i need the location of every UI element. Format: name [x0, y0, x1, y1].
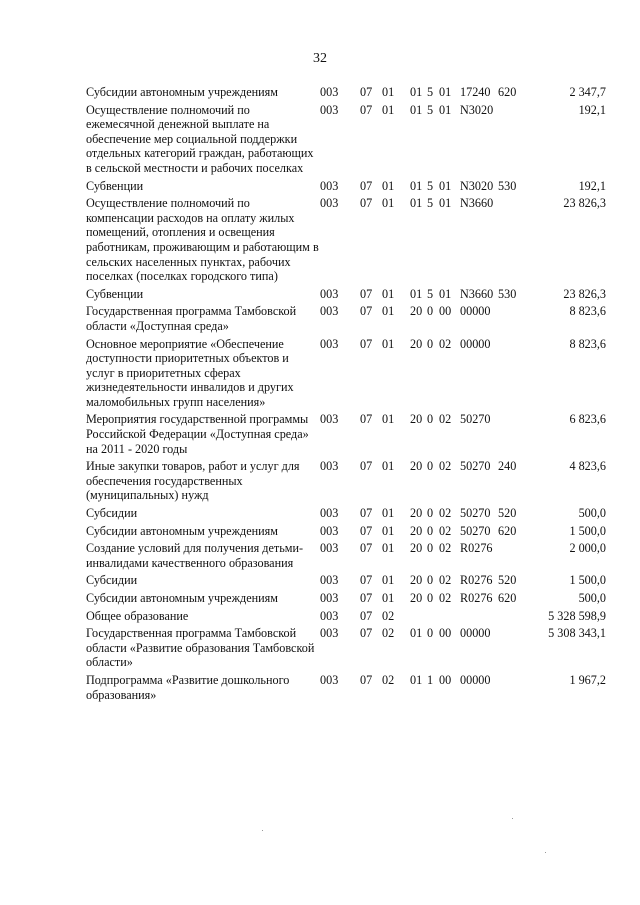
section-code: 07: [360, 178, 373, 193]
amount: 1 967,2: [569, 672, 606, 687]
target-program-code: 01: [410, 85, 423, 99]
section-code: 07: [360, 459, 373, 474]
target-direction-code: 00000: [460, 336, 491, 351]
table-row: [86, 103, 606, 176]
expense-name: Субсидии автономным учреждениям: [86, 85, 278, 99]
subsection-code: 01: [382, 573, 395, 588]
ministry-code: 003: [320, 196, 339, 211]
target-program-code: 01: [410, 102, 423, 117]
target-direction-code: N3020: [460, 178, 494, 193]
table-row: [86, 304, 606, 333]
subsection-code: 01: [382, 178, 395, 193]
ministry-code: 003: [320, 591, 339, 605]
amount: 8 823,6: [569, 304, 606, 319]
ministry-code: 003: [320, 178, 339, 193]
table-row: [86, 179, 606, 194]
expense-type-code: 530: [498, 286, 517, 301]
target-event-code: 01: [439, 286, 452, 301]
subsection-code: 01: [382, 336, 395, 351]
target-event-code: 01: [439, 102, 452, 117]
subsection-code: 01: [382, 591, 395, 605]
amount: 23 826,3: [563, 286, 606, 301]
subsection-code: 02: [382, 672, 395, 687]
amount: 8 823,6: [569, 336, 606, 351]
target-program-code: 01: [410, 672, 423, 687]
expense-type-code: 620: [498, 591, 517, 605]
target-program-code: 20: [410, 541, 423, 556]
scan-speck: [512, 818, 513, 819]
ministry-code: 003: [320, 304, 339, 319]
amount: 1 500,0: [569, 523, 606, 538]
amount: 5 328 598,9: [548, 608, 606, 623]
expense-name: Основное мероприятие «Обеспечение доступности приоритетных объектов и услуг в приоритетных сферах жизнедеятельности инвалидов и других маломобильных групп населения»: [86, 336, 294, 409]
amount: 6 823,6: [569, 412, 606, 427]
target-direction-code: N3660: [460, 286, 494, 301]
section-code: 07: [360, 286, 373, 301]
expense-type-code: 530: [498, 178, 517, 193]
target-direction-code: 00000: [460, 672, 491, 687]
amount: 500,0: [578, 591, 606, 605]
target-event-code: 02: [439, 412, 452, 427]
target-program-code: 01: [410, 196, 423, 211]
target-direction-code: R0276: [460, 591, 493, 605]
target-direction-code: 50270: [460, 506, 491, 521]
target-subprogram-code: 0: [427, 304, 434, 319]
target-subprogram-code: 1: [427, 672, 434, 687]
section-code: 07: [360, 85, 373, 99]
table-row: [86, 573, 606, 588]
budget-table: [86, 85, 606, 705]
target-program-code: 20: [410, 506, 423, 521]
section-code: 07: [360, 506, 373, 521]
target-event-code: 00: [439, 626, 452, 641]
target-subprogram-code: 0: [427, 541, 434, 556]
target-program-code: 20: [410, 573, 423, 588]
subsection-code: 02: [382, 608, 395, 623]
target-subprogram-code: 0: [427, 459, 434, 474]
target-subprogram-code: 0: [427, 336, 434, 351]
ministry-code: 003: [320, 459, 339, 474]
subsection-code: 01: [382, 412, 395, 427]
expense-type-code: 620: [498, 523, 517, 538]
table-row: [86, 609, 606, 624]
section-code: 07: [360, 626, 373, 641]
target-direction-code: 50270: [460, 523, 491, 538]
target-direction-code: 00000: [460, 304, 491, 319]
amount: 5 308 343,1: [548, 626, 606, 641]
target-subprogram-code: 0: [427, 412, 434, 427]
target-subprogram-code: 0: [427, 506, 434, 521]
target-subprogram-code: 5: [427, 85, 434, 99]
table-row: [86, 541, 606, 570]
amount: 4 823,6: [569, 459, 606, 474]
subsection-code: 01: [382, 459, 395, 474]
target-event-code: 02: [439, 523, 452, 538]
section-code: 07: [360, 591, 373, 605]
target-subprogram-code: 5: [427, 102, 434, 117]
section-code: 07: [360, 412, 373, 427]
table-row: [86, 412, 606, 456]
subsection-code: 01: [382, 196, 395, 211]
expense-name: Субвенции: [86, 178, 144, 193]
expense-type-code: 520: [498, 506, 517, 521]
subsection-code: 01: [382, 506, 395, 521]
amount: 23 826,3: [563, 196, 606, 211]
target-program-code: 20: [410, 304, 423, 319]
expense-type-code: 620: [498, 85, 517, 99]
expense-name: Субсидии: [86, 573, 138, 588]
subsection-code: 01: [382, 304, 395, 319]
target-direction-code: R0276: [460, 541, 493, 556]
target-direction-code: 50270: [460, 412, 491, 427]
expense-type-code: 240: [498, 459, 517, 474]
subsection-code: 01: [382, 523, 395, 538]
ministry-code: 003: [320, 412, 339, 427]
expense-name: Субвенции: [86, 286, 144, 301]
table-row: [86, 337, 606, 410]
page-number: 32: [313, 51, 327, 66]
expense-name: Общее образование: [86, 608, 189, 623]
subsection-code: 01: [382, 541, 395, 556]
scan-speck: [262, 830, 263, 831]
ministry-code: 003: [320, 573, 339, 588]
target-subprogram-code: 0: [427, 626, 434, 641]
expense-name: Осуществление полномочий по ежемесячной денежной выплате на обеспечение мер социальной поддержки отдельных категорий граждан, работающих в сельской местности и рабочих поселках: [86, 102, 314, 175]
table-row: [86, 524, 606, 539]
target-program-code: 01: [410, 178, 423, 193]
table-row: [86, 673, 606, 702]
table-row: [86, 626, 606, 670]
target-subprogram-code: 5: [427, 286, 434, 301]
target-program-code: 20: [410, 336, 423, 351]
expense-name: Государственная программа Тамбовской области «Доступная среда»: [86, 304, 297, 333]
target-subprogram-code: 5: [427, 196, 434, 211]
target-event-code: 02: [439, 573, 452, 588]
section-code: 07: [360, 304, 373, 319]
table-row: [86, 591, 606, 606]
target-program-code: 01: [410, 626, 423, 641]
amount: 500,0: [578, 506, 606, 521]
amount: 1 500,0: [569, 573, 606, 588]
section-code: 07: [360, 541, 373, 556]
subsection-code: 02: [382, 626, 395, 641]
table-row: [86, 196, 606, 284]
target-subprogram-code: 0: [427, 573, 434, 588]
expense-name: Осуществление полномочий по компенсации расходов на оплату жилых помещений, отопления и освещения работникам, проживающим и работающим в сельских населенных пунктах, рабочих поселках (поселках городского типа): [86, 196, 319, 284]
target-subprogram-code: 5: [427, 178, 434, 193]
expense-name: Государственная программа Тамбовской области «Развитие образования Тамбовской области»: [86, 626, 315, 670]
table-row: [86, 506, 606, 521]
target-event-code: 01: [439, 178, 452, 193]
ministry-code: 003: [320, 541, 339, 556]
table-row: [86, 85, 606, 100]
amount: 2 347,7: [569, 85, 606, 99]
ministry-code: 003: [320, 672, 339, 687]
amount: 2 000,0: [569, 541, 606, 556]
section-code: 07: [360, 523, 373, 538]
target-event-code: 02: [439, 506, 452, 521]
target-direction-code: 17240: [460, 85, 491, 99]
ministry-code: 003: [320, 336, 339, 351]
target-event-code: 02: [439, 541, 452, 556]
ministry-code: 003: [320, 626, 339, 641]
ministry-code: 003: [320, 102, 339, 117]
ministry-code: 003: [320, 85, 339, 99]
amount: 192,1: [578, 102, 606, 117]
target-subprogram-code: 0: [427, 591, 434, 605]
subsection-code: 01: [382, 102, 395, 117]
expense-name: Субсидии автономным учреждениям: [86, 523, 278, 538]
expense-name: Создание условий для получения детьми-инвалидами качественного образования: [86, 541, 304, 570]
target-event-code: 01: [439, 196, 452, 211]
section-code: 07: [360, 336, 373, 351]
expense-name: Подпрограмма «Развитие дошкольного образования»: [86, 672, 290, 702]
expense-name: Мероприятия государственной программы Российской Федерации «Доступная среда» на 2011 - 2020 годы: [86, 412, 309, 456]
amount: 192,1: [578, 178, 606, 193]
target-subprogram-code: 0: [427, 523, 434, 538]
expense-name: Субсидии автономным учреждениям: [86, 591, 278, 605]
target-direction-code: N3660: [460, 196, 494, 211]
target-program-code: 01: [410, 286, 423, 301]
target-direction-code: 00000: [460, 626, 491, 641]
expense-name: Субсидии: [86, 506, 138, 521]
target-event-code: 02: [439, 336, 452, 351]
section-code: 07: [360, 102, 373, 117]
target-event-code: 00: [439, 304, 452, 319]
subsection-code: 01: [382, 85, 395, 99]
target-program-code: 20: [410, 412, 423, 427]
section-code: 07: [360, 608, 373, 623]
ministry-code: 003: [320, 523, 339, 538]
section-code: 07: [360, 573, 373, 588]
target-program-code: 20: [410, 523, 423, 538]
expense-type-code: 520: [498, 573, 517, 588]
target-direction-code: N3020: [460, 102, 494, 117]
section-code: 07: [360, 672, 373, 687]
section-code: 07: [360, 196, 373, 211]
subsection-code: 01: [382, 286, 395, 301]
ministry-code: 003: [320, 608, 339, 623]
target-event-code: 00: [439, 672, 452, 687]
table-row: [86, 459, 606, 503]
target-direction-code: R0276: [460, 573, 493, 588]
target-event-code: 01: [439, 85, 452, 99]
scan-speck: [545, 852, 546, 853]
target-program-code: 20: [410, 459, 423, 474]
ministry-code: 003: [320, 286, 339, 301]
target-direction-code: 50270: [460, 459, 491, 474]
ministry-code: 003: [320, 506, 339, 521]
target-program-code: 20: [410, 591, 423, 605]
expense-name: Иные закупки товаров, работ и услуг для обеспечения государственных (муниципальных) нужд: [86, 459, 300, 503]
table-row: [86, 287, 606, 302]
target-event-code: 02: [439, 591, 452, 605]
target-event-code: 02: [439, 459, 452, 474]
